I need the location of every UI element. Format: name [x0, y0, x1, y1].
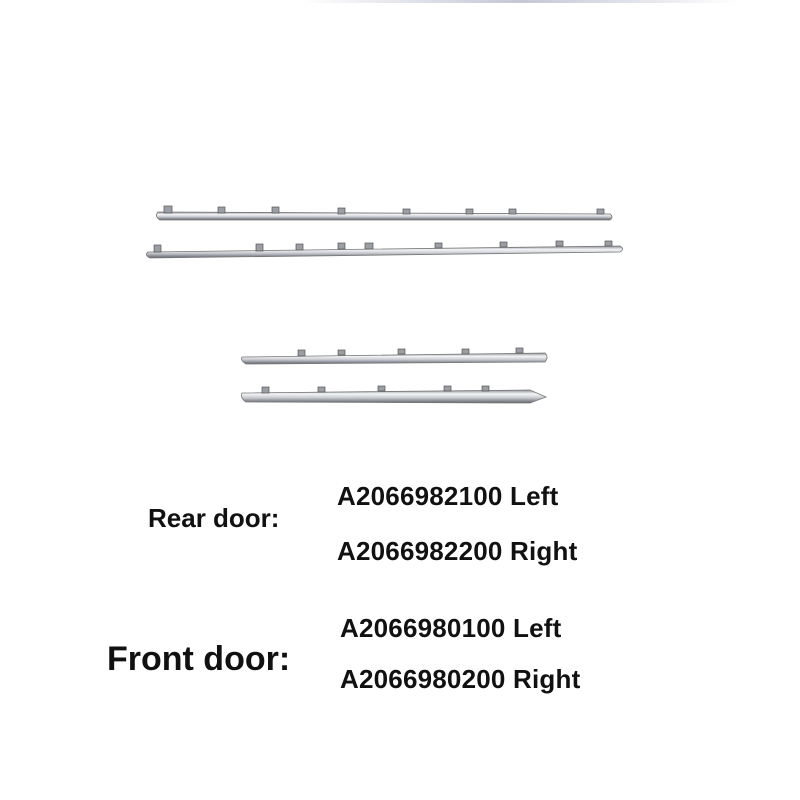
part-side: Left — [510, 481, 559, 511]
part-side: Right — [513, 664, 581, 694]
part-side: Left — [513, 613, 562, 643]
rear-trim-strip-upper — [156, 206, 612, 220]
part-number: A2066982100 — [337, 481, 503, 511]
front-door-heading: Front door: — [107, 640, 291, 678]
part-number: A2066980200 — [340, 664, 506, 694]
front-door-left-part — [340, 613, 561, 644]
rear-door-left-part — [337, 481, 558, 512]
part-side: Right — [510, 536, 578, 566]
rear-door-right-part — [337, 536, 577, 567]
part-number: A2066982200 — [337, 536, 503, 566]
rear-door-heading: Rear door: — [148, 503, 280, 533]
front-door-right-part — [340, 664, 580, 695]
rear-trim-strip-lower — [146, 241, 622, 258]
front-trim-strip-upper — [242, 348, 548, 364]
front-trim-strip-lower — [242, 386, 547, 403]
part-number: A2066980100 — [340, 613, 506, 643]
